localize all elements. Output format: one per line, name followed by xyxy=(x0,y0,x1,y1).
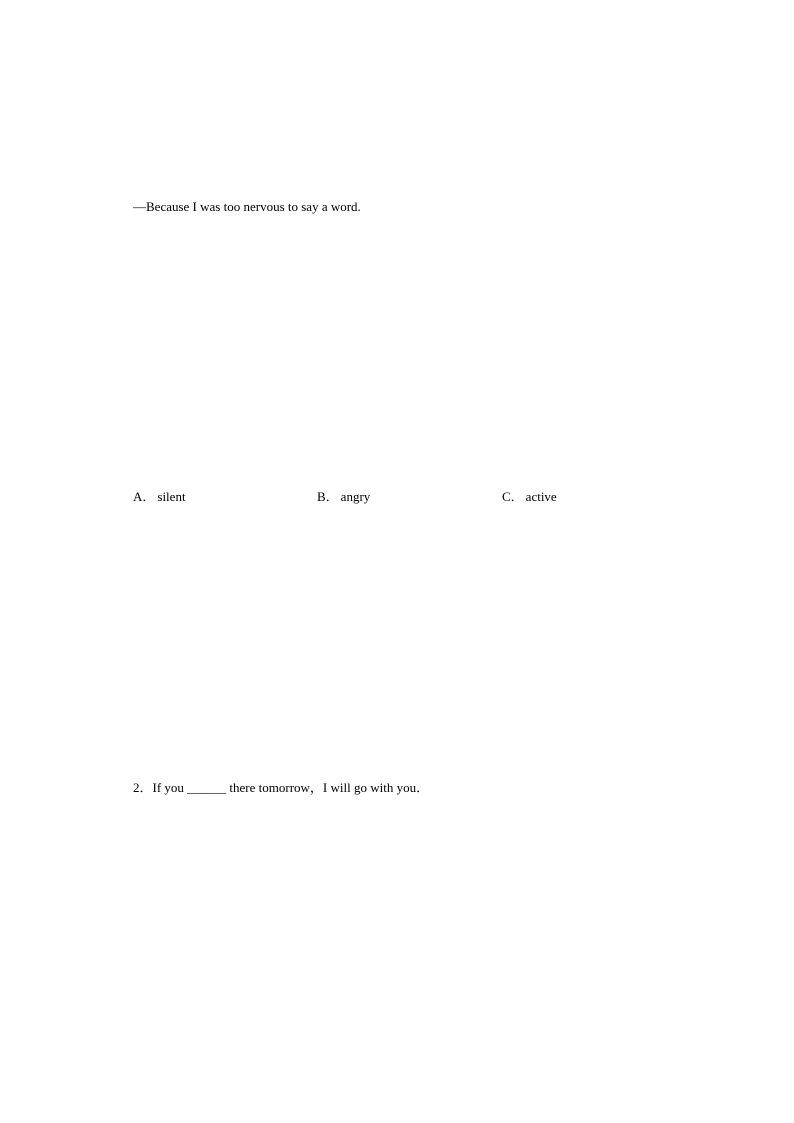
dialogue-answer-line: —Because I was too nervous to say a word. xyxy=(133,199,361,214)
option-c xyxy=(502,489,557,505)
option-a-text: silent xyxy=(157,489,186,504)
option-c-text: active xyxy=(525,489,557,504)
option-b xyxy=(317,489,370,505)
option-a xyxy=(133,489,186,505)
option-b-text: angry xyxy=(340,489,371,504)
option-b-label: B． xyxy=(317,489,339,504)
option-a-label: A． xyxy=(133,489,156,504)
question-2: 2．If you ______ there tomorrow，I will go with you． xyxy=(133,780,430,795)
option-c-label: C． xyxy=(502,489,524,504)
